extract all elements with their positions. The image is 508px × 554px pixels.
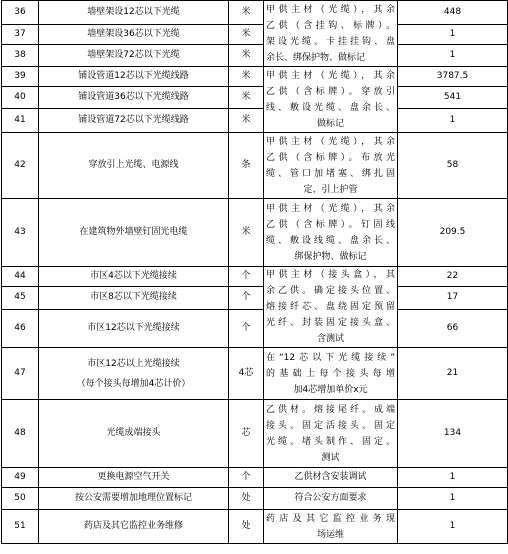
item-name: 铺设管道36芯以下光缆线路 [39, 87, 229, 109]
unit: 米 [229, 67, 264, 87]
unit: 个 [229, 287, 264, 309]
row-number: 45 [2, 287, 39, 309]
work-description [264, 1, 398, 67]
table-row [2, 267, 508, 287]
table-row [2, 133, 508, 199]
quantity: 134 [398, 400, 508, 468]
row-number: 50 [2, 488, 39, 510]
row-number: 43 [2, 199, 39, 267]
item-name: 光缆成端接头 [39, 400, 229, 468]
row-number: 38 [2, 45, 39, 67]
unit: 个 [229, 267, 264, 287]
table-row [2, 400, 508, 468]
work-description [264, 67, 398, 133]
item-name: 铺设管道12芯以下光缆线路 [39, 67, 229, 87]
desc-line: 做标记 [316, 118, 344, 129]
item-name: 墙壁架设12芯以下光缆 [39, 1, 229, 25]
table-row [2, 67, 508, 87]
quantity: 1 [398, 25, 508, 45]
desc-line: 绑保护物、做标记 [294, 251, 367, 262]
quantity: 209.5 [398, 199, 508, 267]
row-number: 40 [2, 87, 39, 109]
table-row [2, 87, 508, 109]
table-row [2, 287, 508, 309]
item-name: 市区8芯以下光缆接续 [39, 287, 229, 309]
unit: 个 [229, 309, 264, 347]
quantity: 448 [398, 1, 508, 25]
table-row [2, 510, 508, 544]
table-row [2, 1, 508, 25]
item-name: 穿放引上光缆、电源线 [39, 133, 229, 199]
row-number: 41 [2, 109, 39, 133]
desc-line: 药店及其它监控业务现 [266, 513, 395, 524]
desc-line: 加4芯增加单价x元 [293, 384, 368, 395]
table-row [2, 109, 508, 133]
item-name: 在建筑物外墙壁钉固光电缆 [39, 199, 229, 267]
unit: 米 [229, 199, 264, 267]
desc-line: 线、敷设光缆、盘余长、 [266, 102, 395, 113]
quantity: 17 [398, 287, 508, 309]
desc-line: 缆、管口加堵塞、绑扎固 [266, 168, 395, 179]
desc-line: 含测试 [316, 334, 344, 344]
desc-line: 甲供主材（接头盒），其 [266, 270, 395, 280]
desc-line: 余乙供。确定接头位置、 [266, 286, 395, 296]
unit: 处 [229, 510, 264, 544]
desc-line: 乙供（含标牌）。布放光 [266, 152, 395, 163]
desc-line: 测试 [321, 452, 340, 463]
desc-line: 缆、敷设线缆、盘余长、 [266, 235, 395, 246]
work-description: 乙供材含安装调试 [264, 468, 398, 488]
quantity: 3787.5 [398, 67, 508, 87]
row-number: 46 [2, 309, 39, 347]
desc-line: 定、引上护管 [303, 184, 358, 195]
unit: 米 [229, 45, 264, 67]
table-row [2, 348, 508, 400]
quantity: 1 [398, 468, 508, 488]
row-number: 47 [2, 348, 39, 400]
item-name: 墙壁架设36芯以下光缆 [39, 25, 229, 45]
quantity: 1 [398, 488, 508, 510]
item-name-line: 市区12芯以上光缆接续 [87, 358, 180, 369]
table-row [2, 468, 508, 488]
table-row [2, 25, 508, 45]
desc-line: 乙供（含挂钩、标牌）。 [266, 20, 395, 31]
row-number: 49 [2, 468, 39, 488]
desc-line: 接头、固定活接头、固定 [266, 420, 395, 431]
quantity: 1 [398, 45, 508, 67]
unit: 4芯 [229, 348, 264, 400]
desc-line: 甲供主材（光缆），其余 [266, 203, 395, 214]
table-row [2, 199, 508, 267]
unit: 个 [229, 468, 264, 488]
desc-line: 乙供（含标牌）。穿放引 [266, 86, 395, 97]
table-row [2, 45, 508, 67]
work-description [264, 400, 398, 468]
desc-line: 熔接纤芯、盘绕固定预留 [266, 302, 395, 312]
item-name: 市区12芯以下光缆接续 [39, 309, 229, 347]
quantity: 21 [398, 348, 508, 400]
desc-line: 甲供主材（光缆），其余 [266, 4, 395, 15]
quantity: 1 [398, 510, 508, 544]
item-name: 市区4芯以下光缆接续 [39, 267, 229, 287]
desc-line: 光纤、封装固定接头盒、 [266, 318, 395, 328]
item-name: 按公安需要增加地理位置标记 [39, 488, 229, 510]
work-description [264, 267, 398, 348]
work-description [264, 199, 398, 267]
quantity: 22 [398, 267, 508, 287]
item-name: 更换电源空气开关 [39, 468, 229, 488]
row-number: 42 [2, 133, 39, 199]
row-number: 44 [2, 267, 39, 287]
table-row [2, 309, 508, 347]
item-name: 墙壁架设72芯以下光缆 [39, 45, 229, 67]
unit: 米 [229, 109, 264, 133]
desc-line: 甲供主材（光缆），其余 [266, 70, 395, 81]
work-description [264, 133, 398, 199]
quantity: 58 [398, 133, 508, 199]
quantity: 66 [398, 309, 508, 347]
desc-line: 光缆、堵头制作、固定、 [266, 436, 395, 447]
unit: 处 [229, 488, 264, 510]
table-row [2, 488, 508, 510]
desc-line: 余长、绑保护物、做标记 [266, 52, 366, 63]
desc-line: 乙供（含标牌）。钉固线 [266, 219, 395, 230]
work-description [264, 348, 398, 400]
work-description [264, 510, 398, 544]
unit: 米 [229, 87, 264, 109]
desc-line: 场运维 [316, 529, 344, 540]
unit: 米 [229, 25, 264, 45]
desc-line: 的基础上每个接头每增 [266, 368, 395, 379]
item-name: 药店及其它监控业务维修 [39, 510, 229, 544]
desc-line: 在“12芯以下光缆接续” [266, 352, 395, 363]
work-description: 符合公安方面要求 [264, 488, 398, 510]
desc-line: 乙供材。熔接尾纤、成端 [266, 404, 395, 415]
item-name: 铺设管道72芯以下光缆线路 [39, 109, 229, 133]
row-number: 37 [2, 25, 39, 45]
unit: 米 [229, 1, 264, 25]
unit: 条 [229, 133, 264, 199]
row-number: 36 [2, 1, 39, 25]
row-number: 51 [2, 510, 39, 544]
unit: 芯 [229, 400, 264, 468]
row-number: 48 [2, 400, 39, 468]
item-name [39, 348, 229, 400]
construction-items-table [1, 0, 508, 544]
quantity: 1 [398, 109, 508, 133]
quantity: 541 [398, 87, 508, 109]
desc-line: 甲供主材（光缆），其余 [266, 136, 395, 147]
item-name-note: （每个接头每增加4芯计价） [76, 378, 191, 389]
row-number: 39 [2, 67, 39, 87]
desc-line: 架设光缆、卡挂挂钩、盘 [266, 36, 395, 47]
